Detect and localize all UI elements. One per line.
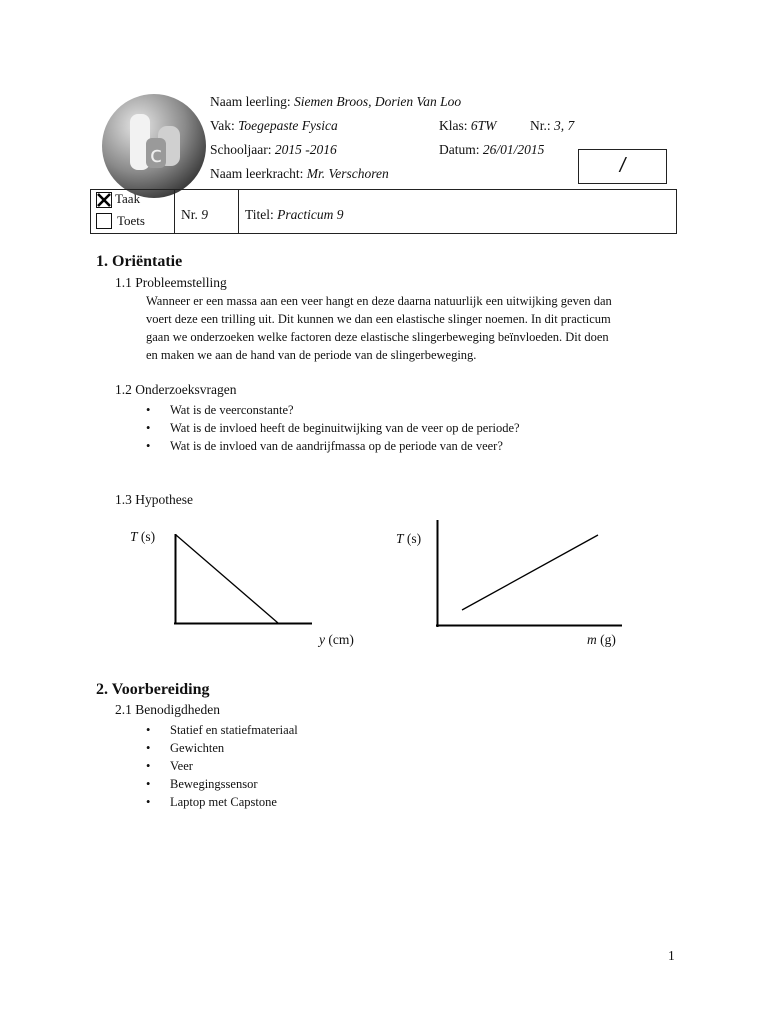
svg-text:c: c [150, 143, 163, 168]
score-box [578, 149, 667, 184]
paragraph-line: Wanneer er een massa aan een veer hangt en deze daarna natuurlijk een uitwijking geven dan [146, 294, 612, 308]
paragraph-line: en maken we aan de hand van de periode van de slingerbeweging. [146, 348, 477, 362]
chart1-ylabel-var: T [130, 529, 138, 544]
onderzoeksvragen-heading: 1.2 Onderzoeksvragen [115, 382, 237, 397]
chart1-ylabel [130, 529, 155, 545]
chart2-ylabel [396, 531, 421, 547]
teacher-line [210, 166, 389, 182]
student-line [210, 94, 461, 110]
taak-checkbox[interactable] [96, 192, 112, 208]
number-line [530, 118, 574, 134]
section-1-title: 1. Oriëntatie [96, 253, 183, 270]
taak-label: Taak [115, 191, 141, 206]
score-value: / [619, 155, 626, 177]
list-item: • Statief en statiefmateriaal [146, 721, 546, 739]
teacher-label: Naam leerkracht: [210, 166, 304, 181]
task-number-cell [175, 190, 239, 233]
subject-value: Toegepaste Fysica [238, 118, 338, 133]
chart1-xlabel-var: y [319, 632, 325, 647]
chart1-xlabel-unit: (cm) [328, 632, 354, 647]
list-item: • Wat is de invloed heeft de beginuitwijking van de veer op de periode? [146, 419, 666, 437]
subject-label: Vak: [210, 118, 235, 133]
date-label: Datum: [439, 142, 480, 157]
class-label: Klas: [439, 118, 468, 133]
class-line [439, 118, 496, 134]
task-number [181, 207, 208, 223]
list-item: • Wat is de veerconstante? [146, 401, 666, 419]
task-table [90, 189, 677, 234]
task-nr-value: 9 [201, 207, 208, 222]
chart2-ylabel-var: T [396, 531, 404, 546]
subject-line [210, 118, 338, 134]
teacher-value: Mr. Verschoren [306, 166, 389, 181]
task-nr-label: Nr. [181, 207, 198, 222]
paragraph-line: voert deze een trilling uit. Dit kunnen we dan een elastische slinger noemen. In dit practicum [146, 312, 611, 326]
section-2-title: 2. Voorbereiding [96, 681, 210, 698]
chart2-xlabel [587, 632, 616, 648]
class-value: 6TW [470, 118, 497, 133]
list-item: • Laptop met Capstone [146, 793, 546, 811]
materials-list [146, 721, 546, 811]
date-line [439, 142, 544, 158]
list-item: • Gewichten [146, 739, 546, 757]
toets-checkbox[interactable] [96, 213, 112, 229]
chart2-xlabel-unit: (g) [600, 632, 616, 647]
list-item: • Veer [146, 757, 546, 775]
questions-list [146, 401, 666, 455]
school-logo [100, 92, 208, 200]
year-value: 2015 -2016 [274, 142, 337, 157]
page-number: 1 [668, 948, 675, 963]
year-label: Schooljaar: [210, 142, 272, 157]
task-title-cell [239, 190, 676, 233]
chart1 [174, 534, 314, 626]
list-item: • Bewegingssensor [146, 775, 546, 793]
paragraph-line: gaan we onderzoeken welke factoren deze elastische slingerbeweging beïnvloeden. Dit doen [146, 330, 609, 344]
task-title-value: Practicum 9 [277, 207, 344, 222]
year-line [210, 142, 337, 158]
student-value: Siemen Broos, Dorien Van Loo [293, 94, 462, 109]
number-label: Nr.: [530, 118, 551, 133]
chart1-ylabel-unit: (s) [140, 529, 156, 544]
benodigdheden-heading: 2.1 Benodigdheden [115, 702, 220, 717]
task-type-cell [91, 190, 175, 233]
probleemstelling-heading: 1.1 Probleemstelling [115, 275, 227, 290]
toets-label: Toets [117, 213, 145, 228]
student-label: Naam leerling: [210, 94, 291, 109]
list-item: • Wat is de invloed van de aandrijfmassa op de periode van de veer? [146, 437, 666, 455]
probleemstelling-paragraph [146, 292, 686, 364]
chart1-xlabel [319, 632, 354, 648]
chart2 [436, 520, 626, 628]
date-value: 26/01/2015 [482, 142, 545, 157]
chart2-series-line [462, 535, 598, 610]
task-title-label: Titel: [245, 207, 274, 222]
chart1-series-line [176, 535, 278, 623]
task-title [245, 207, 344, 223]
hypothese-heading: 1.3 Hypothese [115, 492, 193, 507]
number-value: 3, 7 [554, 118, 575, 133]
chart2-ylabel-unit: (s) [406, 531, 422, 546]
chart2-xlabel-var: m [587, 632, 597, 647]
checkmark-x-icon [97, 193, 111, 207]
